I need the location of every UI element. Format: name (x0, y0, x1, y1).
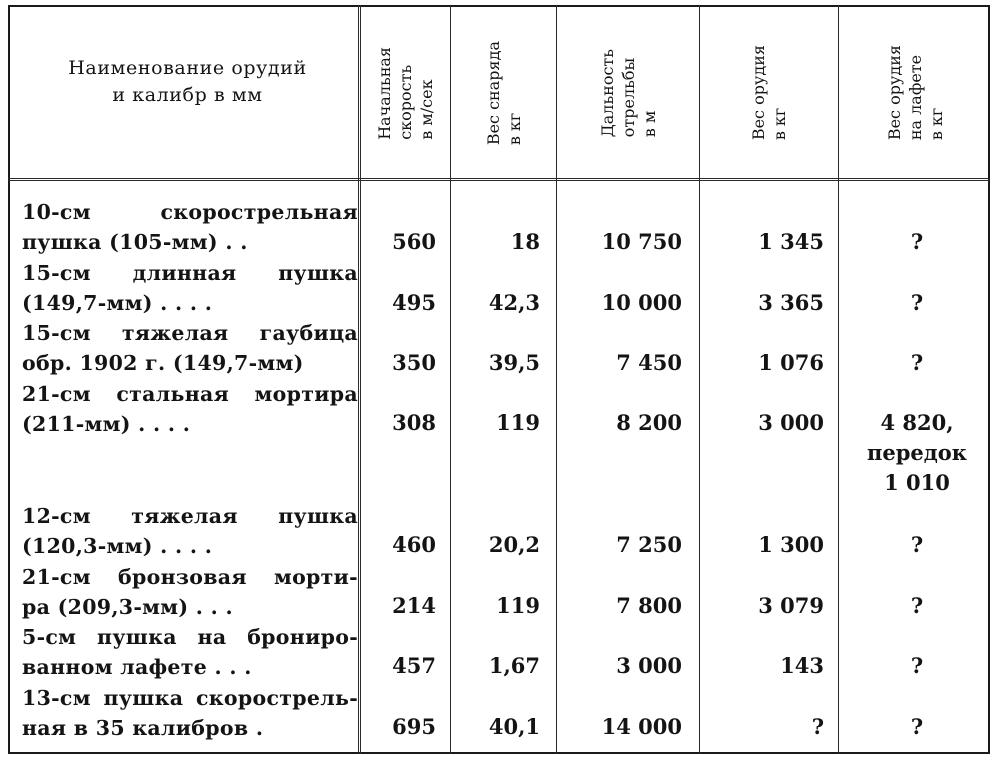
cell-carriage-weight: ? (910, 290, 924, 315)
cell-velocity: 308 (392, 410, 436, 435)
table-row-name: 10-см скорострельная пушка (105-мм) . . (22, 200, 358, 254)
cell-range: 14 000 (601, 714, 682, 739)
cell-velocity: 495 (392, 290, 436, 315)
cell-range: 10 750 (601, 229, 682, 254)
cell-velocity: 350 (392, 350, 436, 375)
cell-range: 7 450 (616, 350, 682, 375)
header-velocity: Начальная скорость в м/сек (374, 46, 436, 140)
header-gun-weight: Вес орудия в кг (749, 45, 789, 141)
cell-gun-weight: 3 000 (758, 410, 824, 435)
cell-shell-weight: 40,1 (488, 714, 540, 739)
table-row-name: 15-см тяжелая гаубица обр. 1902 г. (149,7-мм) (22, 321, 358, 375)
cell-shell-weight: 20,2 (488, 532, 540, 557)
column-divider (838, 5, 839, 754)
cell-shell-weight: 1,67 (488, 653, 540, 678)
cell-velocity: 214 (392, 593, 436, 618)
table-row-name: 12-см тяжелая пушка (120,3-мм) . . . . (22, 504, 358, 558)
cell-gun-weight: 143 (780, 653, 824, 678)
cell-range: 8 200 (616, 410, 682, 435)
cell-range: 7 250 (616, 532, 682, 557)
header-shell-weight: Вес снаряда в кг (484, 40, 524, 146)
cell-carriage-weight: ? (910, 229, 924, 254)
cell-velocity: 560 (392, 229, 436, 254)
cell-carriage-weight: ? (910, 532, 924, 557)
cell-shell-weight: 119 (496, 410, 540, 435)
header-range: Дальность отрельбы в м (597, 48, 659, 138)
table-row-name: 21-см стальная мортира (211-мм) . . . . (22, 382, 358, 436)
cell-carriage-weight: ? (910, 350, 924, 375)
cell-velocity: 460 (392, 532, 436, 557)
cell-shell-weight: 42,3 (488, 290, 540, 315)
cell-range: 3 000 (616, 653, 682, 678)
cell-shell-weight: 119 (496, 593, 540, 618)
cell-velocity: 457 (392, 653, 436, 678)
cell-gun-weight: ? (811, 714, 824, 739)
cell-gun-weight: 3 365 (758, 290, 824, 315)
cell-range: 7 800 (616, 593, 682, 618)
cell-carriage-weight: ? (910, 714, 924, 739)
cell-gun-weight: 3 079 (758, 593, 824, 618)
cell-gun-weight: 1 300 (758, 532, 824, 557)
cell-carriage-weight: ? (910, 593, 924, 618)
table-row-name: 5-см пушка на брониро- ванном лафете . . . (22, 625, 358, 679)
column-divider (699, 5, 700, 754)
header-divider (8, 178, 990, 181)
table-row-name: 13-см пушка скорострель- ная в 35 калибров . (22, 686, 358, 740)
cell-shell-weight: 18 (510, 229, 540, 254)
cell-range: 10 000 (601, 290, 682, 315)
column-divider (556, 5, 557, 754)
column-divider (358, 5, 361, 754)
cell-shell-weight: 39,5 (488, 350, 540, 375)
header-name: Наименование орудий и калибр в мм (68, 57, 307, 106)
cell-carriage-weight: 4 820, передок 1 010 (867, 410, 967, 495)
cell-gun-weight: 1 076 (758, 350, 824, 375)
cell-gun-weight: 1 345 (758, 229, 824, 254)
column-divider (450, 5, 451, 754)
header-carriage-weight: Вес орудия на лафете в кг (884, 45, 946, 141)
cell-carriage-weight: ? (910, 653, 924, 678)
table-row-name: 15-см длинная пушка (149,7-мм) . . . . (22, 261, 358, 315)
cell-velocity: 695 (392, 714, 436, 739)
table-row-name: 21-см бронзовая морти- ра (209,3-мм) . . . (22, 565, 358, 619)
